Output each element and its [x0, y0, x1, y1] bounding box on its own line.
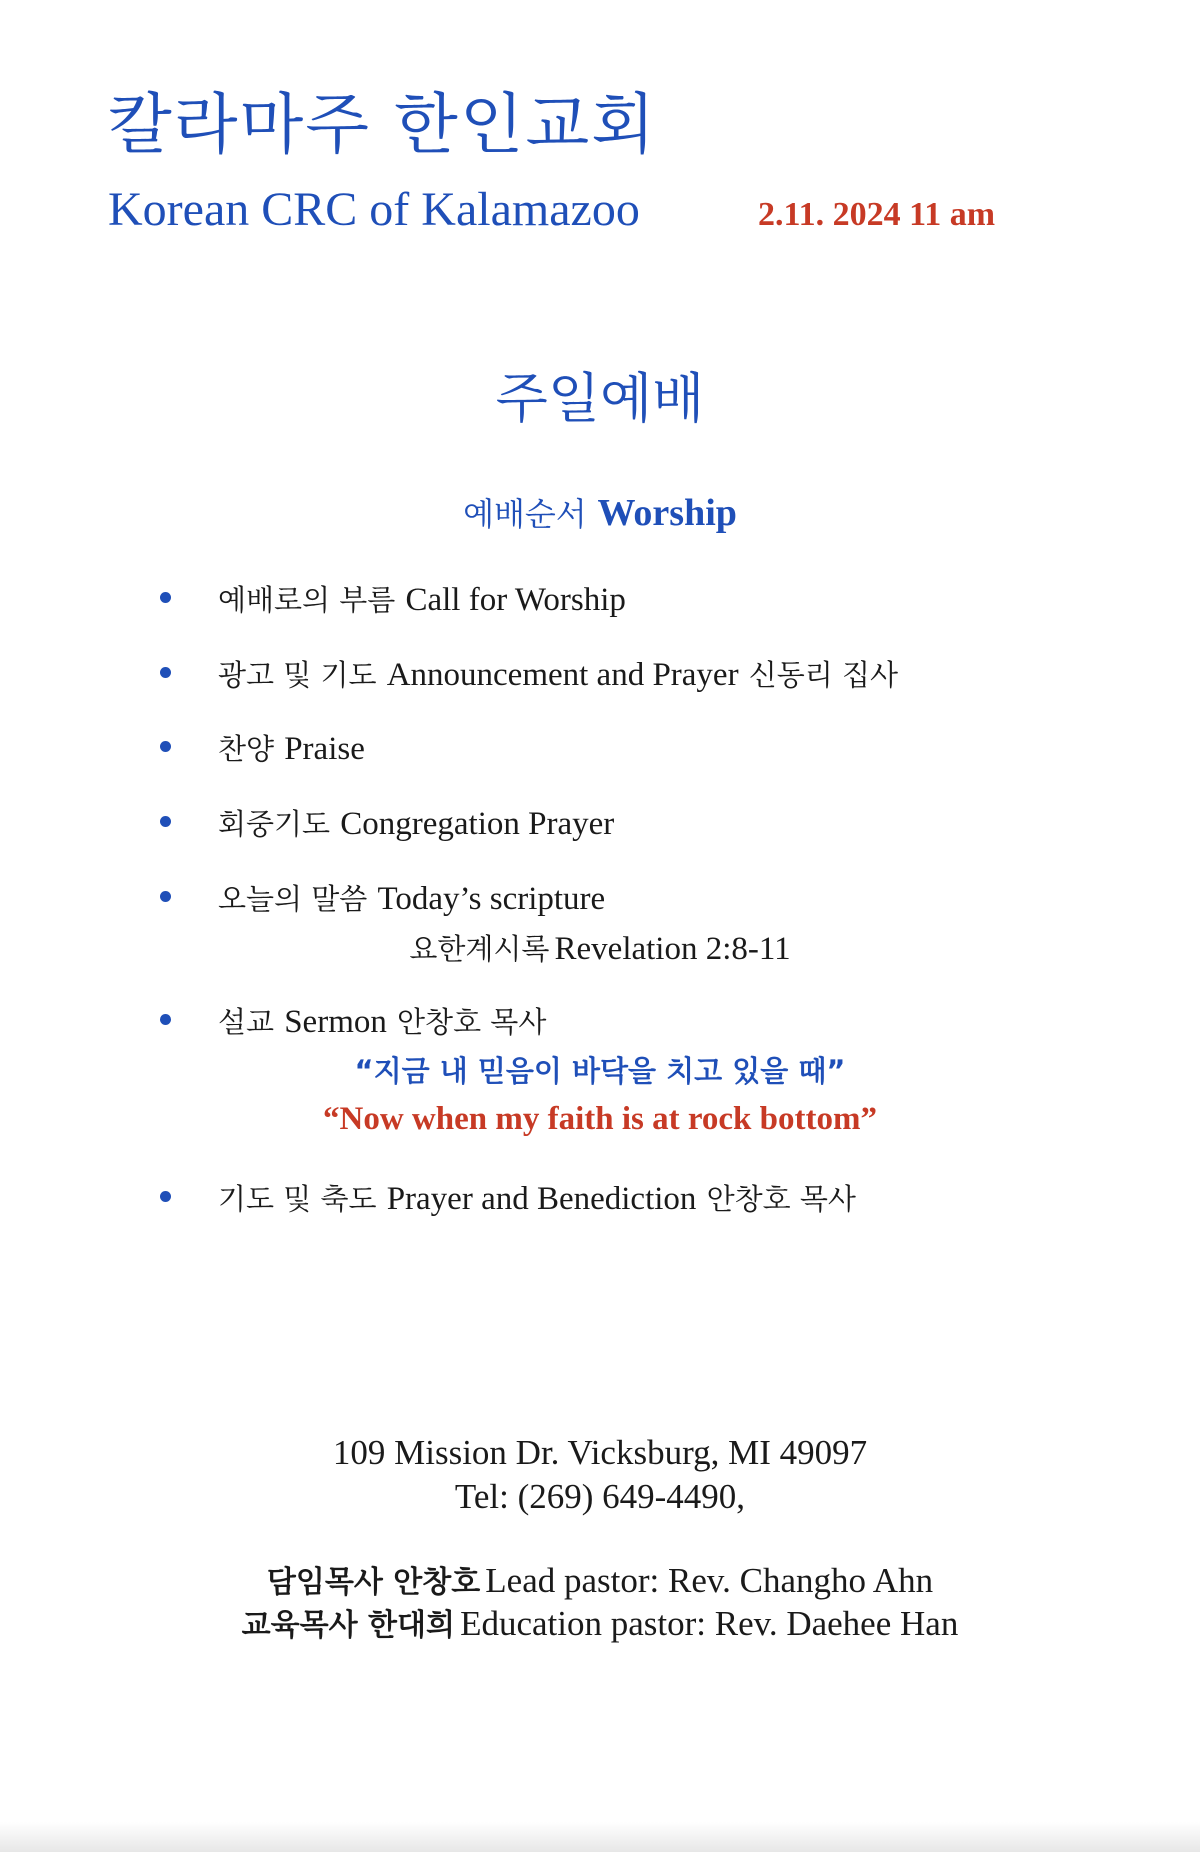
order-of-worship-heading — [0, 494, 1200, 532]
scripture-korean: 요한계시록 — [409, 932, 550, 966]
item-english: Today’s scripture — [377, 881, 606, 917]
lead-pastor-english: Lead pastor: Rev. Changho Ahn — [485, 1561, 934, 1600]
item-leader: 신동리 집사 — [748, 658, 899, 692]
bullet-icon — [160, 592, 171, 603]
education-pastor — [0, 1603, 1200, 1645]
item-korean: 설교 — [218, 1005, 275, 1039]
item-korean: 회중기도 — [218, 807, 331, 841]
service-date-time: 2.11. 2024 11 am — [758, 196, 996, 233]
education-pastor-english: Education pastor: Rev. Daehee Han — [460, 1604, 959, 1643]
church-address — [0, 1432, 1200, 1474]
address-text: 109 Mission Dr. Vicksburg, MI 49097 — [332, 1433, 868, 1472]
church-phone — [0, 1476, 1200, 1518]
sermon-title-english-text: “Now when my faith is at rock bottom” — [323, 1101, 877, 1137]
item-korean: 예배로의 부름 — [218, 583, 396, 617]
scripture-english: Revelation 2:8-11 — [554, 931, 791, 967]
list-item-text — [218, 729, 365, 770]
bullet-icon — [160, 667, 171, 678]
order-heading-korean: 예배순서 — [463, 495, 587, 533]
service-title: 주일예배 — [495, 367, 705, 430]
item-english: Praise — [284, 731, 365, 767]
item-english: Sermon — [284, 1004, 387, 1040]
church-name-korean: 칼라마주 한인교회 — [108, 86, 658, 163]
item-korean: 오늘의 말씀 — [218, 882, 368, 916]
list-item-text — [218, 580, 626, 621]
list-item-text — [218, 1002, 546, 1043]
item-english: Call for Worship — [405, 582, 626, 618]
item-english: Announcement and Prayer — [386, 657, 739, 693]
bullet-icon — [160, 816, 171, 827]
order-heading-english: Worship — [597, 492, 737, 534]
item-english: Congregation Prayer — [340, 806, 615, 842]
item-korean: 광고 및 기도 — [218, 658, 377, 692]
list-item-text — [218, 879, 605, 920]
sermon-title-korean — [0, 1054, 1200, 1089]
list-item-text — [218, 804, 614, 845]
item-leader: 안창호 목사 — [706, 1182, 856, 1216]
list-item-text — [218, 1179, 856, 1220]
sermon-title-korean-text: “지금 내 믿음이 바닥을 치고 있을 때” — [354, 1054, 846, 1088]
scripture-reference — [0, 930, 1200, 970]
lead-pastor — [0, 1560, 1200, 1602]
bullet-icon — [160, 1191, 171, 1202]
church-name-english: Korean CRC of Kalamazoo — [108, 183, 640, 236]
list-item-text — [218, 655, 898, 696]
item-english: Prayer and Benediction — [386, 1181, 697, 1217]
bullet-icon — [160, 891, 171, 902]
lead-pastor-korean: 담임목사 안창호 — [266, 1565, 481, 1600]
item-leader: 안창호 목사 — [397, 1005, 547, 1039]
page-bottom-shadow — [0, 1822, 1200, 1852]
bullet-icon — [160, 1014, 171, 1025]
item-korean: 찬양 — [218, 732, 275, 766]
item-korean: 기도 및 축도 — [218, 1182, 377, 1216]
bullet-icon — [160, 741, 171, 752]
sermon-title-english — [0, 1100, 1200, 1140]
phone-text: Tel: (269) 649-4490, — [454, 1477, 746, 1516]
education-pastor-korean: 교육목사 한대희 — [241, 1608, 455, 1643]
